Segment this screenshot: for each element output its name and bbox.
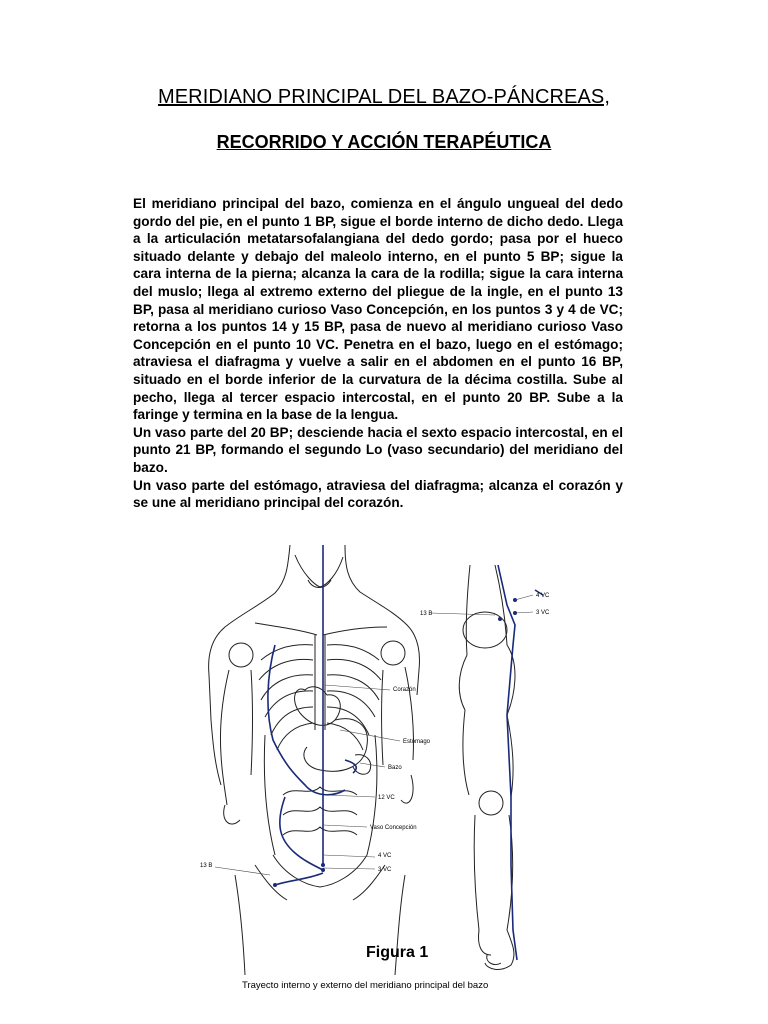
label-4vc-side: 4 VC xyxy=(536,593,550,599)
body-text xyxy=(133,195,623,512)
figure-caption: Trayecto interno y externo del meridiano principal del bazo xyxy=(242,980,489,991)
paragraph-1: El meridiano principal del bazo, comienza en el ángulo ungueal del dedo gordo del pie, en el punto 1 BP, sigue el borde interno de dicho dedo. Llega a la articulación metatarsofalangiana del dedo gordo; pasa por el hueco situado delante y debajo del maleolo interno, en el punto 5 BP; sigue la cara interna de la pierna; alcanza la cara de la rodilla; sigue la cara interna del muslo; llega al extremo externo del pliegue de la ingle, en el punto 13 BP, pasa al meridiano curioso Vaso Concepción, en los puntos 3 y 4 de VC; retorna a los puntos 14 y 15 BP, pasa de nuevo al meridiano curioso Vaso Concepción en el punto 10 VC. Penetra en el bazo, luego en el estómago; atraviesa el diafragma y vuelve a salir en el abdomen en el punto 16 BP, situado en el borde inferior de la curvatura de la décima costilla. Sube al pecho, llega al tercer espacio intercostal, en el punto 20 BP. Sube a la faringe y termina en la base de la lengua. xyxy=(133,196,623,423)
paragraph-3: Un vaso parte del estómago, atraviesa del diafragma; alcanza el corazón y se une al meridiano principal del corazón. xyxy=(133,477,623,511)
document-subtitle: RECORRIDO Y ACCIÓN TERAPÉUTICA xyxy=(216,132,552,152)
label-estomago: Estómago xyxy=(403,739,431,745)
document-title: MERIDIANO PRINCIPAL DEL BAZO-PÁNCREAS, xyxy=(157,86,611,108)
paragraph-2: Un vaso parte del 20 BP; desciende hacia el sexto espacio intercostal, en el punto 21 BP, formando el segundo Lo (vaso secundario) del meridiano del bazo. xyxy=(133,424,623,475)
meridian-path xyxy=(268,545,543,960)
label-13b-side: 13 B xyxy=(420,611,433,617)
figure-label: Figura 1 xyxy=(366,944,429,961)
label-corazon: Corazón xyxy=(393,687,416,693)
label-3vc-side: 3 VC xyxy=(536,610,550,616)
label-vaso-concepcion: Vaso Concepción xyxy=(370,825,417,831)
anatomy-illustration xyxy=(195,535,580,1005)
label-4vc-front: 4 VC xyxy=(378,853,392,859)
label-12vc: 12 VC xyxy=(378,795,395,801)
label-3vc-front: 3 VC xyxy=(378,867,392,873)
label-13b-front: 13 B xyxy=(200,863,213,869)
label-bazo: Bazo xyxy=(388,765,402,771)
